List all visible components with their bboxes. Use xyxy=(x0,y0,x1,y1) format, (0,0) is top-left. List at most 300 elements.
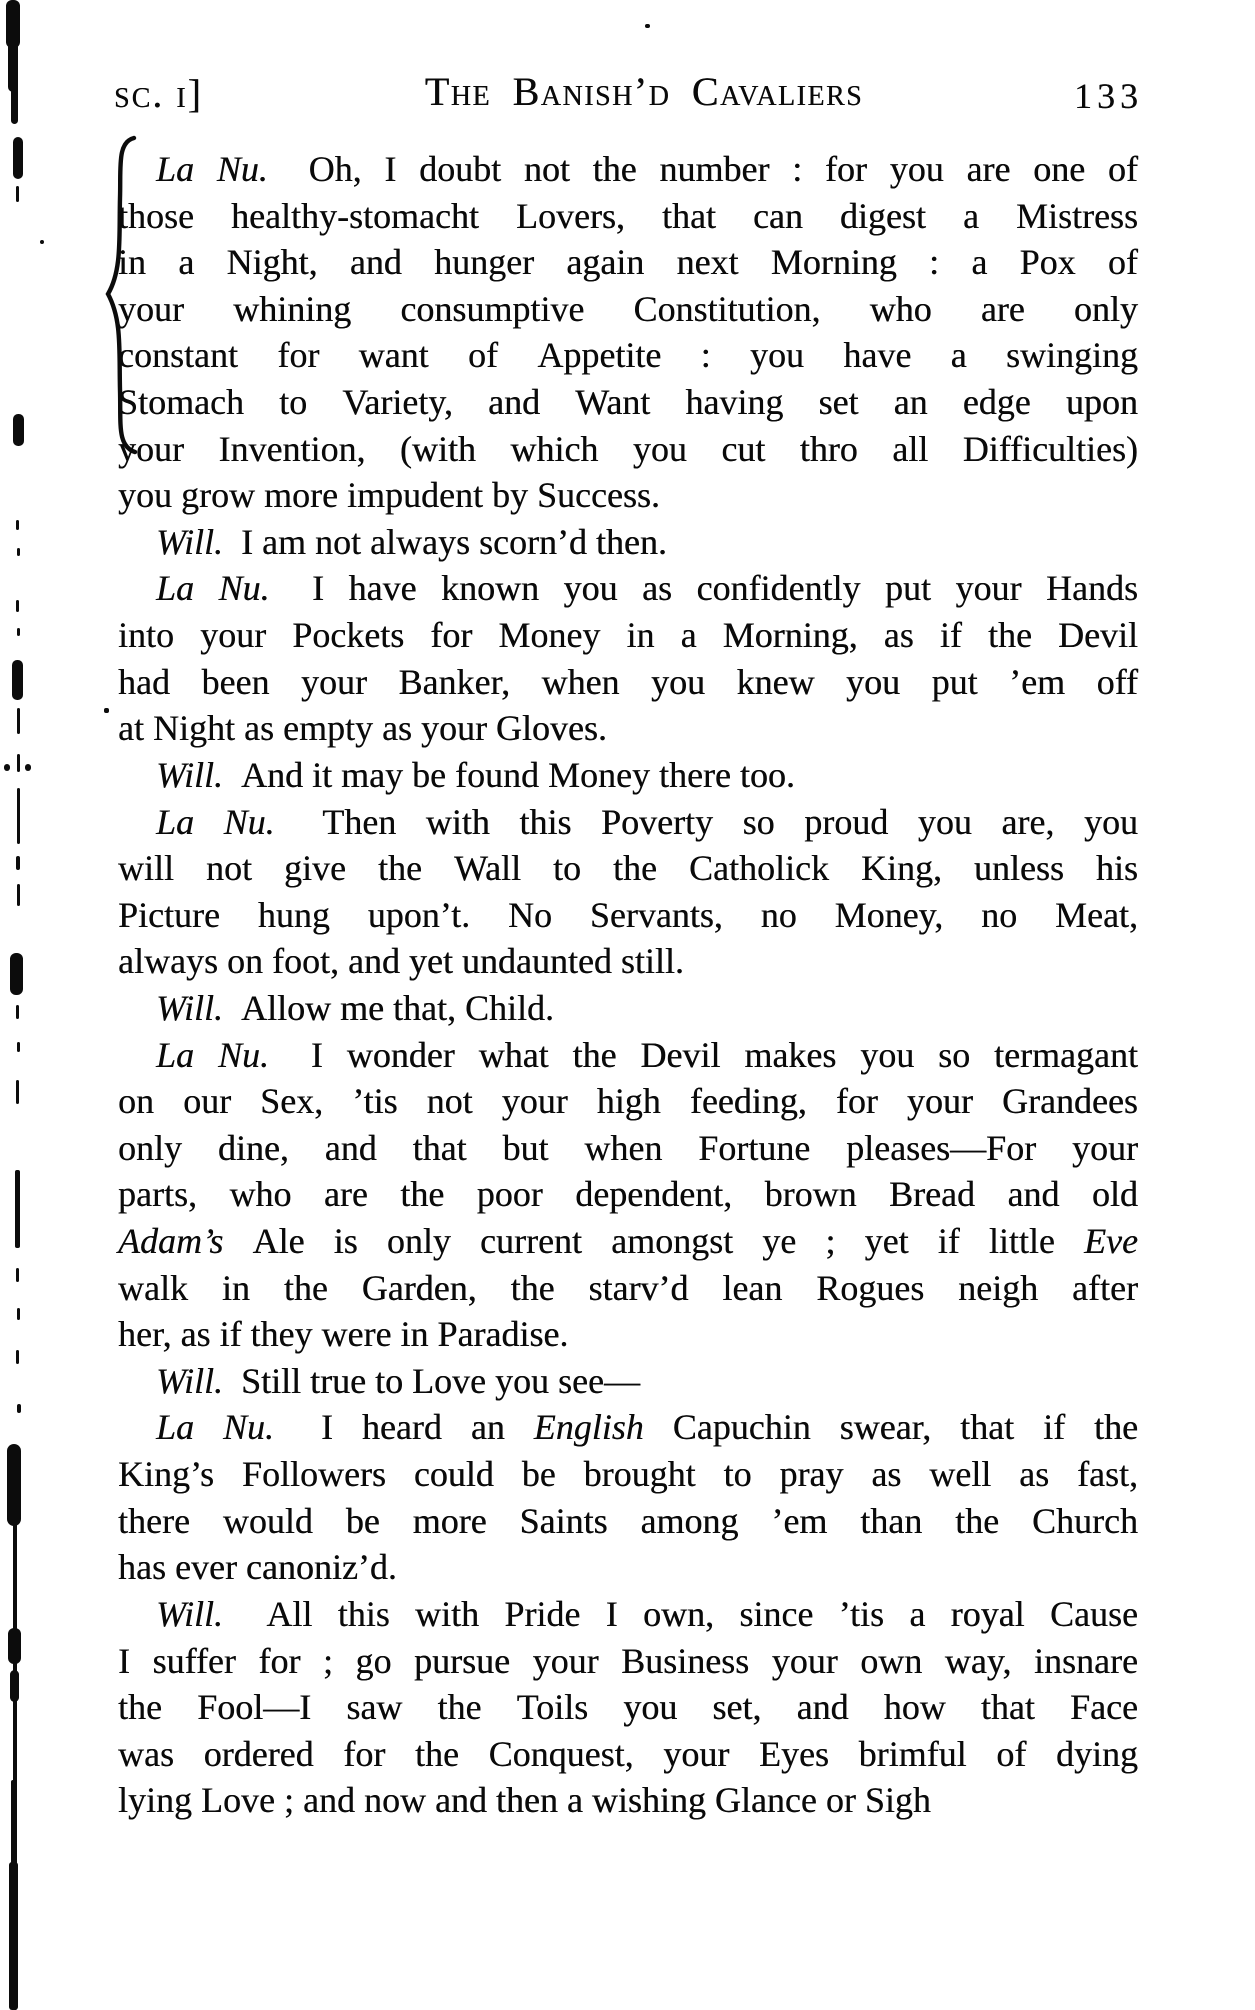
word: : xyxy=(792,149,803,189)
ink-smudge xyxy=(17,708,20,734)
word: but xyxy=(502,1127,549,1168)
word: that xyxy=(960,1407,1015,1448)
word: proud xyxy=(804,801,889,842)
word: a xyxy=(680,615,697,656)
word: parts, xyxy=(118,1174,197,1215)
word: only xyxy=(118,1127,183,1168)
word: Cause xyxy=(1049,1593,1138,1634)
word: your xyxy=(771,1640,838,1681)
word: you xyxy=(623,1687,678,1728)
word: amongst xyxy=(611,1221,734,1262)
word: if xyxy=(937,1221,960,1262)
ink-smudge xyxy=(12,660,23,700)
word: cut xyxy=(721,428,766,469)
word: what xyxy=(478,1034,549,1075)
word: yet xyxy=(864,1221,909,1262)
text-line xyxy=(118,1358,1138,1405)
word: Morning xyxy=(770,242,897,283)
word: could xyxy=(413,1454,494,1495)
text: I am not always scorn’d then. xyxy=(223,521,667,562)
word: walk xyxy=(118,1267,188,1308)
word: little xyxy=(988,1221,1055,1262)
word: only xyxy=(1073,288,1138,329)
word: (with xyxy=(399,428,476,469)
word: your xyxy=(118,428,184,469)
word: Want xyxy=(575,382,651,423)
italic-text: Will. xyxy=(156,521,224,562)
italic-word: Nu. xyxy=(217,1034,269,1075)
word: Lovers, xyxy=(515,195,625,236)
word: brown xyxy=(764,1174,857,1215)
word: hunger xyxy=(434,242,535,283)
text: always on foot, and yet undaunted still. xyxy=(118,941,684,982)
word: brimful xyxy=(858,1733,967,1774)
text-line xyxy=(118,565,1138,612)
word: when xyxy=(584,1127,663,1168)
word: a xyxy=(909,1593,926,1634)
word: you xyxy=(917,801,972,842)
word: no xyxy=(760,894,797,935)
word: are xyxy=(980,288,1025,329)
word: Ale xyxy=(252,1221,305,1262)
word: dependent, xyxy=(575,1174,733,1215)
ink-smudge xyxy=(9,1862,18,2010)
italic-word: La xyxy=(156,1034,195,1075)
word: your xyxy=(1071,1127,1138,1168)
word: Face xyxy=(1070,1687,1138,1728)
word: dine, xyxy=(217,1127,289,1168)
word: Saints xyxy=(519,1500,608,1541)
word: current xyxy=(480,1221,582,1262)
word: is xyxy=(333,1221,358,1262)
running-title: The Banish’d Cavaliers xyxy=(424,69,864,114)
word: King’s xyxy=(118,1454,215,1495)
word: the xyxy=(955,1500,1000,1541)
italic-word: English xyxy=(533,1407,644,1448)
ink-smudge xyxy=(16,600,19,612)
word: ’tis xyxy=(352,1081,398,1122)
word: : xyxy=(700,335,711,376)
word: ye xyxy=(762,1221,797,1262)
word: since xyxy=(739,1593,814,1634)
word: old xyxy=(1091,1174,1138,1215)
ink-smudge xyxy=(17,1308,20,1320)
ink-smudge xyxy=(11,1780,16,1870)
word: his xyxy=(1095,848,1138,889)
ink-smudge xyxy=(40,240,44,244)
text-line xyxy=(118,1591,1138,1638)
word: the xyxy=(283,1267,328,1308)
word: Mistress xyxy=(1015,195,1138,236)
ink-smudge xyxy=(16,1005,19,1019)
word: and xyxy=(796,1687,849,1728)
word: in xyxy=(221,1267,250,1308)
word: your xyxy=(532,1640,599,1681)
word: Money, xyxy=(834,894,944,935)
word: that xyxy=(412,1127,467,1168)
text-line xyxy=(118,938,1138,985)
word: unless xyxy=(973,848,1064,889)
word: there xyxy=(118,1500,190,1541)
word: in xyxy=(626,615,655,656)
word: Money xyxy=(498,615,601,656)
word: ordered xyxy=(203,1733,314,1774)
word: one xyxy=(1033,149,1086,189)
word: than xyxy=(860,1500,923,1541)
word: Banker, xyxy=(398,661,511,702)
text-line xyxy=(118,1311,1138,1358)
word: if xyxy=(939,615,962,656)
word: insnare xyxy=(1033,1640,1138,1681)
word: Capuchin xyxy=(672,1407,811,1448)
word: of xyxy=(996,1733,1027,1774)
word: to xyxy=(723,1454,752,1495)
italic-word: Will. xyxy=(156,1593,224,1634)
word: the xyxy=(118,1687,162,1728)
word: All xyxy=(248,1593,313,1634)
word: no xyxy=(981,894,1018,935)
word: starv’d xyxy=(588,1267,689,1308)
ink-smudge xyxy=(13,137,23,179)
word: feeding, xyxy=(689,1081,807,1122)
word: Hands xyxy=(1045,568,1138,609)
word: pursue xyxy=(414,1640,511,1681)
ink-smudge xyxy=(13,414,24,446)
word: and xyxy=(1007,1174,1060,1215)
word: ; xyxy=(322,1640,333,1681)
word: put xyxy=(931,661,978,702)
ink-smudge xyxy=(645,24,650,28)
word: known xyxy=(441,568,540,609)
word: your xyxy=(663,1733,730,1774)
word: I xyxy=(302,1407,333,1448)
word: dying xyxy=(1055,1733,1138,1774)
italic-word: Nu. xyxy=(216,149,268,189)
word: poor xyxy=(476,1174,543,1215)
italic-text: Will. xyxy=(156,1360,224,1401)
text-line xyxy=(118,1544,1138,1591)
text: Still true to Love you see— xyxy=(223,1360,640,1401)
word: ’em xyxy=(1009,661,1066,702)
word: how xyxy=(883,1687,946,1728)
word: into xyxy=(118,615,175,656)
ink-smudge xyxy=(104,708,109,713)
word: the xyxy=(1094,1407,1138,1448)
ink-smudge xyxy=(10,1670,19,1702)
word: go xyxy=(355,1640,392,1681)
word: a xyxy=(178,242,195,283)
word: ; xyxy=(825,1221,836,1262)
word: after xyxy=(1072,1267,1138,1308)
word: Toils xyxy=(516,1687,589,1728)
word: an xyxy=(893,382,928,423)
word: set xyxy=(818,382,859,423)
word: be xyxy=(345,1500,380,1541)
ink-smudge xyxy=(8,30,18,92)
ink-smudge xyxy=(16,1350,19,1364)
ink-smudge xyxy=(11,84,18,124)
word: when xyxy=(541,661,620,702)
text: And it may be found Money there too. xyxy=(223,754,795,795)
word: was xyxy=(118,1733,174,1774)
word: with xyxy=(425,801,490,842)
word: Then xyxy=(304,801,397,842)
word: Sex, xyxy=(260,1081,324,1122)
word: Night, xyxy=(226,242,318,283)
ink-smudge xyxy=(17,628,20,636)
word: you xyxy=(1083,801,1138,842)
text-line xyxy=(118,659,1138,706)
word: Servants, xyxy=(589,894,723,935)
text-line xyxy=(118,332,1138,379)
word: set, xyxy=(712,1687,762,1728)
word: neigh xyxy=(958,1267,1039,1308)
word: Wall xyxy=(453,848,522,889)
italic-word: La xyxy=(156,149,195,189)
word: of xyxy=(467,335,498,376)
word: to xyxy=(553,848,582,889)
text-line xyxy=(118,799,1138,846)
ink-smudge xyxy=(16,520,19,530)
word: will xyxy=(118,848,175,889)
italic-text: Will. xyxy=(156,754,224,795)
text: Allow me that, Child. xyxy=(223,987,554,1028)
italic-word: La xyxy=(156,1407,195,1448)
word: pray xyxy=(779,1454,844,1495)
word: the xyxy=(414,1733,459,1774)
ink-smudge xyxy=(17,548,20,556)
text-line xyxy=(118,845,1138,892)
word: suffer xyxy=(152,1640,236,1681)
text: her, as if they were in Paradise. xyxy=(118,1314,569,1355)
word: Variety, xyxy=(342,382,453,423)
ink-smudge xyxy=(15,1170,20,1248)
word: an xyxy=(470,1407,505,1448)
text-line xyxy=(118,379,1138,426)
text-line xyxy=(118,985,1138,1032)
text-line xyxy=(118,1171,1138,1218)
word: own xyxy=(860,1640,923,1681)
italic-text: Will. xyxy=(156,987,224,1028)
ink-smudge xyxy=(10,953,23,995)
word: not xyxy=(523,149,570,189)
text-line xyxy=(118,286,1138,333)
word: in xyxy=(118,242,147,283)
word: again xyxy=(566,242,645,283)
text-line xyxy=(118,519,1138,566)
word: Pockets xyxy=(292,615,405,656)
word: Pox xyxy=(1019,242,1076,283)
word: Stomach xyxy=(118,382,244,423)
word: heard xyxy=(361,1407,442,1448)
word: I xyxy=(605,1593,618,1634)
word: are xyxy=(323,1174,368,1215)
word: Oh, xyxy=(290,149,362,189)
word: want xyxy=(358,335,429,376)
word: you xyxy=(889,149,944,189)
word: doubt xyxy=(419,149,502,189)
word: own, xyxy=(643,1593,715,1634)
word: would xyxy=(222,1500,313,1541)
text-line xyxy=(118,1451,1138,1498)
word: not xyxy=(206,848,253,889)
word: of xyxy=(1107,242,1138,283)
ink-smudge xyxy=(17,754,20,772)
word: wonder xyxy=(346,1034,455,1075)
word: ’tis xyxy=(838,1593,885,1634)
word: Catholick xyxy=(688,848,829,889)
page-header xyxy=(0,0,1255,130)
word: your xyxy=(118,288,184,329)
text: you grow more impudent by Success. xyxy=(118,475,660,516)
word: give xyxy=(284,848,346,889)
word: I xyxy=(292,1034,323,1075)
word: Followers xyxy=(241,1454,386,1495)
word: Morning, xyxy=(722,615,858,656)
text-line xyxy=(118,193,1138,240)
word: which xyxy=(510,428,599,469)
play-text-column xyxy=(118,146,1138,1824)
italic-word: Nu. xyxy=(222,1407,274,1448)
word: next xyxy=(676,242,739,283)
scene-label: sc. i] xyxy=(114,71,203,116)
word: Meat, xyxy=(1054,894,1138,935)
word: you xyxy=(563,568,618,609)
text: at Night as empty as your Gloves. xyxy=(118,708,607,749)
italic-word: La xyxy=(156,568,195,609)
word: termagant xyxy=(994,1034,1138,1075)
text-line xyxy=(118,1404,1138,1451)
text: lying Love ; and now and then a wishing Glance or Sigh xyxy=(118,1780,931,1821)
word: King, xyxy=(860,848,942,889)
word: Eyes xyxy=(758,1733,829,1774)
word: Invention, xyxy=(218,428,366,469)
word: as xyxy=(883,615,914,656)
text-line xyxy=(118,472,1138,519)
word: for xyxy=(835,1081,878,1122)
text-line xyxy=(118,1032,1138,1079)
word: you xyxy=(846,661,901,702)
word: Fool—I xyxy=(197,1687,312,1728)
word: of xyxy=(1107,149,1138,189)
text-line xyxy=(118,1265,1138,1312)
word: Church xyxy=(1032,1500,1138,1541)
word: for xyxy=(430,615,473,656)
word: a xyxy=(962,195,979,236)
word: Pride xyxy=(504,1593,581,1634)
word: be xyxy=(521,1454,556,1495)
word: a xyxy=(950,335,967,376)
word: Devil xyxy=(640,1034,721,1075)
word: as xyxy=(1019,1454,1050,1495)
word: well xyxy=(929,1454,992,1495)
text-line xyxy=(118,146,1138,193)
word: upon xyxy=(1065,382,1138,423)
word: brought xyxy=(583,1454,696,1495)
word: only xyxy=(386,1221,451,1262)
text-line xyxy=(118,705,1138,752)
text-line xyxy=(118,1125,1138,1172)
italic-word: La xyxy=(156,801,195,842)
word: your xyxy=(200,615,267,656)
word: have xyxy=(843,335,912,376)
word: as xyxy=(642,568,673,609)
word: thro xyxy=(799,428,858,469)
word: who xyxy=(229,1174,292,1215)
ink-smudge xyxy=(16,1268,19,1282)
word: Business xyxy=(621,1640,750,1681)
word: Bread xyxy=(889,1174,975,1215)
word: saw xyxy=(346,1687,403,1728)
word: a xyxy=(971,242,988,283)
word: I xyxy=(118,1640,130,1681)
word: our xyxy=(183,1081,232,1122)
word: if xyxy=(1043,1407,1066,1448)
word: that xyxy=(980,1687,1035,1728)
word: confidently xyxy=(696,568,861,609)
ink-smudge xyxy=(16,856,20,870)
word: so xyxy=(938,1034,971,1075)
italic-word: Nu. xyxy=(223,801,275,842)
word: I xyxy=(384,149,397,189)
word: your xyxy=(300,661,367,702)
word: Fortune xyxy=(698,1127,811,1168)
word: not xyxy=(426,1081,473,1122)
word: whining xyxy=(233,288,352,329)
italic-word: Adam’s xyxy=(118,1221,224,1262)
text-line xyxy=(118,1498,1138,1545)
word: number xyxy=(659,149,770,189)
word: so xyxy=(742,801,775,842)
word: more xyxy=(412,1500,487,1541)
word: for xyxy=(343,1733,386,1774)
ink-smudge xyxy=(16,186,19,202)
text-line xyxy=(118,1218,1138,1265)
word: you xyxy=(651,661,706,702)
word: lean xyxy=(722,1267,783,1308)
word: swinging xyxy=(1005,335,1138,376)
word: to xyxy=(279,382,308,423)
word: Conquest, xyxy=(488,1733,634,1774)
word: among xyxy=(640,1500,739,1541)
word: all xyxy=(892,428,929,469)
word: knew xyxy=(736,661,815,702)
text-line xyxy=(118,612,1138,659)
word: hung xyxy=(257,894,330,935)
word: been xyxy=(201,661,270,702)
word: you xyxy=(860,1034,915,1075)
word: as xyxy=(871,1454,902,1495)
word: those xyxy=(118,195,194,236)
text-line xyxy=(118,1777,1138,1824)
word: had xyxy=(118,661,170,702)
word: digest xyxy=(839,195,926,236)
word: pleases—For xyxy=(846,1127,1037,1168)
text-line xyxy=(118,1638,1138,1685)
word: Devil xyxy=(1058,615,1138,656)
word: your xyxy=(906,1081,973,1122)
word: Grandees xyxy=(1001,1081,1138,1122)
ink-smudge xyxy=(16,1080,19,1104)
ink-smudge xyxy=(25,764,31,771)
word: you xyxy=(632,428,687,469)
word: the xyxy=(987,615,1032,656)
word: are, xyxy=(1001,801,1055,842)
word: and xyxy=(488,382,541,423)
word: consumptive xyxy=(400,288,585,329)
word: the xyxy=(613,848,657,889)
text-line xyxy=(118,752,1138,799)
